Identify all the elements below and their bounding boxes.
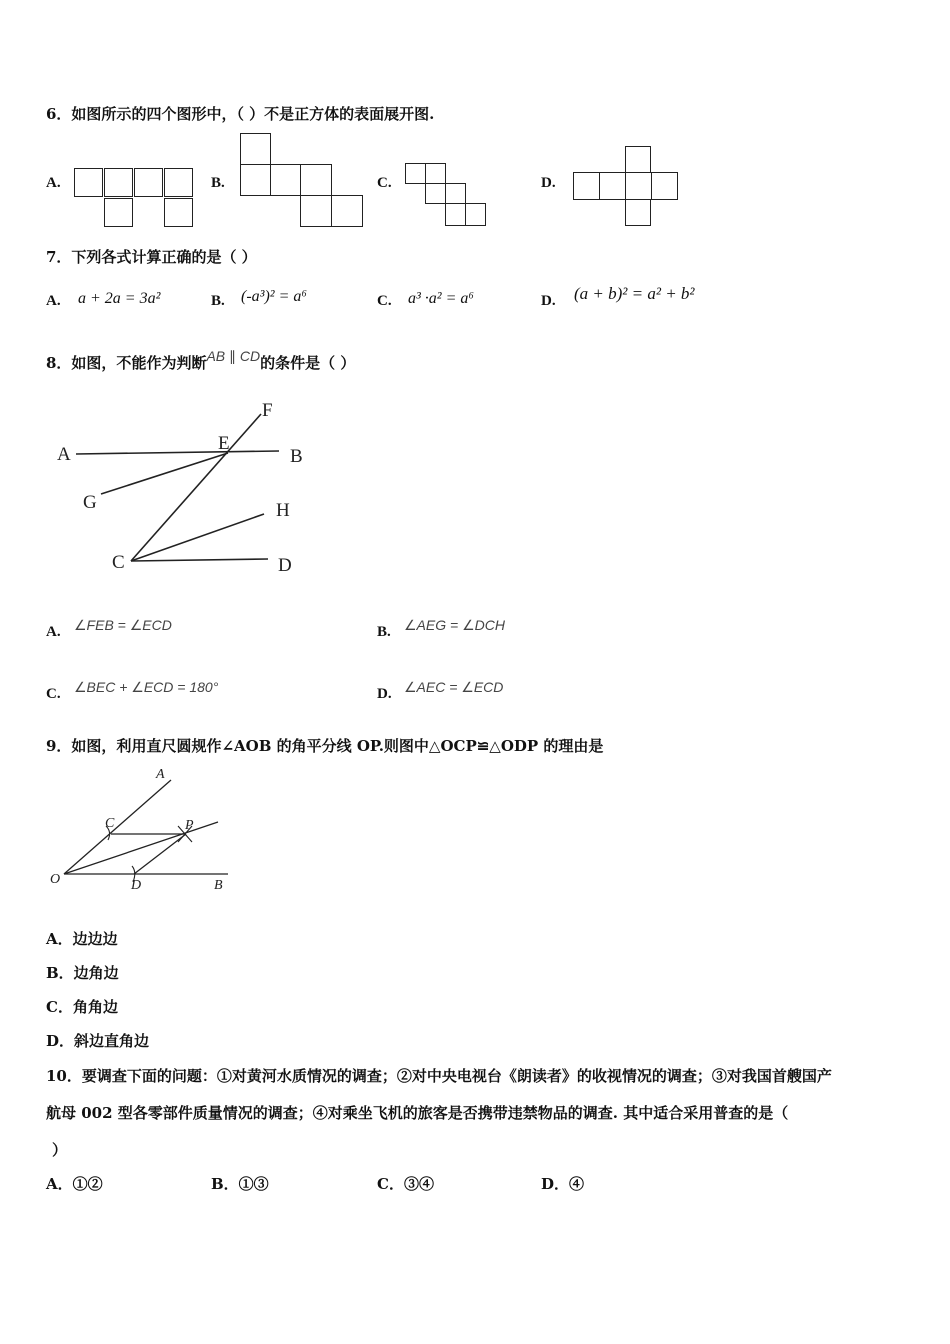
q7-option-c-math: a³ ·a² = a⁶ bbox=[408, 290, 474, 307]
point-o-label: O bbox=[50, 872, 61, 887]
q10-stem-line3: ） bbox=[52, 1141, 68, 1159]
q8-option-d-math: ∠AEC = ∠ECD bbox=[404, 679, 504, 695]
q8-option-b-math: ∠AEG = ∠DCH bbox=[404, 617, 505, 633]
q7-stem: 7．下列各式计算正确的是（ ） bbox=[46, 248, 257, 266]
q6-net-d bbox=[573, 146, 679, 228]
q9-stem: 9．如图，利用直尺圆规作∠AOB 的角平分线 OP.则图中△OCP≌△ODP 的理由是 bbox=[46, 737, 604, 755]
q6-option-c-label[interactable]: C. bbox=[377, 175, 392, 191]
q9-option-c[interactable]: C．角角边 bbox=[46, 998, 118, 1016]
q8-stem-math: AB ∥ CD bbox=[206, 348, 261, 364]
q6-stem: 6．如图所示的四个图形中，（ ）不是正方体的表面展开图. bbox=[46, 105, 435, 123]
q7-option-a-math: a + 2a = 3a² bbox=[78, 290, 161, 307]
q8-option-c-math: ∠BEC + ∠ECD = 180° bbox=[74, 679, 219, 695]
q7-option-a-label[interactable]: A. bbox=[46, 293, 61, 309]
point-b-label: B bbox=[290, 446, 303, 467]
q7-option-c-label[interactable]: C. bbox=[377, 293, 392, 309]
line-ab bbox=[76, 451, 279, 454]
q8-stem bbox=[46, 348, 356, 373]
line-cf bbox=[131, 414, 261, 561]
q6-option-a-label[interactable]: A. bbox=[46, 175, 61, 191]
q7-option-d-math: (a + b)² = a² + b² bbox=[574, 284, 695, 303]
q9-option-a[interactable]: A．边边边 bbox=[46, 930, 118, 948]
q9-figure bbox=[46, 762, 246, 897]
q8-option-a-label[interactable]: A. bbox=[46, 624, 61, 640]
q8-figure bbox=[46, 396, 316, 581]
q8-option-c-label[interactable]: C. bbox=[46, 686, 61, 702]
q10-option-a[interactable]: A．①② bbox=[46, 1175, 103, 1193]
ray-op bbox=[64, 822, 218, 874]
point-d-label: D bbox=[278, 555, 292, 576]
q10-stem-line1: 10．要调查下面的问题：①对黄河水质情况的调查；②对中央电视台《朗读者》的收视情况的调查；③对我国首艘国产 bbox=[46, 1067, 832, 1085]
point-h-label: H bbox=[276, 500, 290, 521]
point-c-label: C bbox=[112, 552, 125, 573]
q8-option-a-math: ∠FEB = ∠ECD bbox=[74, 617, 172, 633]
q7-option-b-math: (-a³)² = a⁶ bbox=[241, 288, 307, 305]
q6-net-a bbox=[74, 168, 199, 230]
point-b-label: B bbox=[214, 878, 223, 893]
q9-option-d[interactable]: D．斜边直角边 bbox=[46, 1032, 150, 1050]
point-a-label: A bbox=[57, 444, 71, 465]
q6-option-d-label[interactable]: D. bbox=[541, 175, 556, 191]
q10-option-d[interactable]: D．④ bbox=[541, 1175, 585, 1193]
point-e-label: E bbox=[218, 433, 230, 454]
segment-dp bbox=[134, 834, 186, 874]
q8-option-b-label[interactable]: B. bbox=[377, 624, 391, 640]
point-c-label: C bbox=[105, 816, 115, 831]
q10-option-c[interactable]: C．③④ bbox=[377, 1175, 434, 1193]
q6-net-b bbox=[240, 133, 370, 229]
q8-option-d-label[interactable]: D. bbox=[377, 686, 392, 702]
q7-option-b-label[interactable]: B. bbox=[211, 293, 225, 309]
point-d-label: D bbox=[131, 878, 142, 893]
point-f-label: F bbox=[262, 400, 273, 421]
q10-stem-line2: 航母 002 型各零部件质量情况的调查；④对乘坐飞机的旅客是否携带违禁物品的调查. 其中适合采用普查的是（ bbox=[46, 1104, 789, 1122]
q9-option-b[interactable]: B．边角边 bbox=[46, 964, 119, 982]
q7-option-d-label[interactable]: D. bbox=[541, 293, 556, 309]
q10-option-b[interactable]: B．①③ bbox=[211, 1175, 269, 1193]
q6-option-b-label[interactable]: B. bbox=[211, 175, 225, 191]
point-p-label: P bbox=[185, 818, 194, 833]
q8-stem-after: 的条件是（ ） bbox=[260, 354, 356, 372]
q6-net-c bbox=[405, 163, 490, 229]
q8-stem-before: 8．如图，不能作为判断 bbox=[46, 354, 207, 372]
ray-oa bbox=[64, 780, 171, 874]
point-g-label: G bbox=[83, 492, 97, 513]
point-a-label: A bbox=[156, 767, 165, 782]
line-cd bbox=[131, 559, 268, 561]
